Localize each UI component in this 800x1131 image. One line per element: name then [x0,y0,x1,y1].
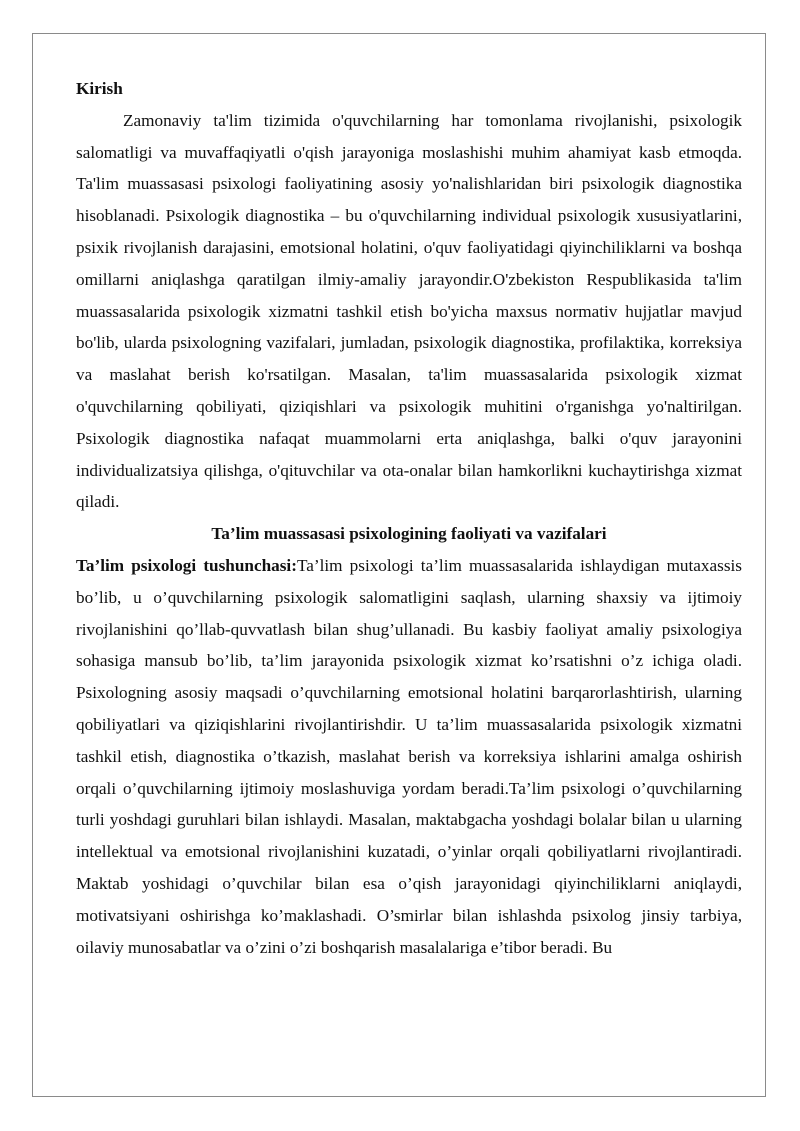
intro-paragraph: Zamonaviy ta'lim tizimida o'quvchilarning har tomonlama rivojlanishi, psixologik salomatligi va muvaffaqiyatli o'qish jarayoniga moslashishi muhim ahamiyat kasb etmoqda. Ta'lim muassasasi psixologi faoliyatining asosiy yo'nalishlaridan biri psixologik diagnostika hisoblanadi. Psixologik diagnostika – bu o'quvchilarning individual psixologik xususiyatlarini, psixik rivojlanish darajasini, emotsional holatini, o'quv faoliyatidagi qiyinchiliklarni va boshqa omillarni aniqlashga qaratilgan ilmiy-amaliy jarayondir.O'zbekiston Respublikasida ta'lim muassasalarida psixologik xizmatni tashkil etish bo'yicha maxsus normativ hujjatlar mavjud bo'lib, ularda psixologning vazifalari, jumladan, psixologik diagnostika, profilaktika, korreksiya va maslahat berish ko'rsatilgan. Masalan, ta'lim muassasalarida psixologik xizmat o'quvchilarning qobiliyati, qiziqishlari va psixologik muhitini o'rganishga yo'naltirilgan. Psixologik diagnostika nafaqat muammolarni erta aniqlashga, balki o'quv jarayonini individualizatsiya qilishga, o'qituvchilar va ota-onalar bilan hamkorlikni kuchaytirishga xizmat qiladi. [76,110,742,512]
body-paragraph-text: Ta’lim psixologi ta’lim muassasalarida ishlaydigan mutaxassis bo’lib, u o’quvchilarning psixologik salomatligini saqlash, ularning shaxsiy va ijtimoiy rivojlanishini qo’llab-quvvatlash bilan shug’ullanadi. Bu kasbiy faoliyat amaliy psixologiya sohasiga mansub bo’lib, ta’lim jarayonida psixologik xizmat ko’rsatishni o’z ichiga oladi. Psixologning asosiy maqsadi o’quvchilarning emotsional holatini barqarorlashtirish, ularning qobiliyatlari va qiziqishlarini rivojlantirishdir. U ta’lim muassasalarida psixologik xizmatni tashkil etish, diagnostika o’tkazish, maslahat berish va korreksiya ishlarini amalga oshirish orqali o’quvchilarning ijtimoiy moslashuviga yordam beradi.Ta’lim psixologi o’quvchilarning turli yoshdagi guruhlari bilan ishlaydi. Masalan, maktabgacha yoshdagi bolalar bilan u ularning intellektual va emotsional rivojlanishini kuzatadi, o’yinlar orqali qobiliyatlarni rivojlantiradi. Maktab yoshidagi o’quvchilar bilan esa o’qish jarayonidagi qiyinchiliklarni aniqlaydi, motivatsiyani oshirishga ko’maklashadi. O’smirlar bilan ishlashda psixolog jinsiy tarbiya, oilaviy munosabatlar va o’zini o’zi boshqarish masalalariga e’tibor beradi. Bu [76,555,742,957]
document-body [76,73,742,963]
term-label: Ta’lim psixologi tushunchasi: [76,555,297,575]
section-title: Ta’lim muassasasi psixologining faoliyati va vazifalari [211,524,607,544]
body-paragraph [76,550,742,963]
intro-heading: Kirish [76,79,123,98]
